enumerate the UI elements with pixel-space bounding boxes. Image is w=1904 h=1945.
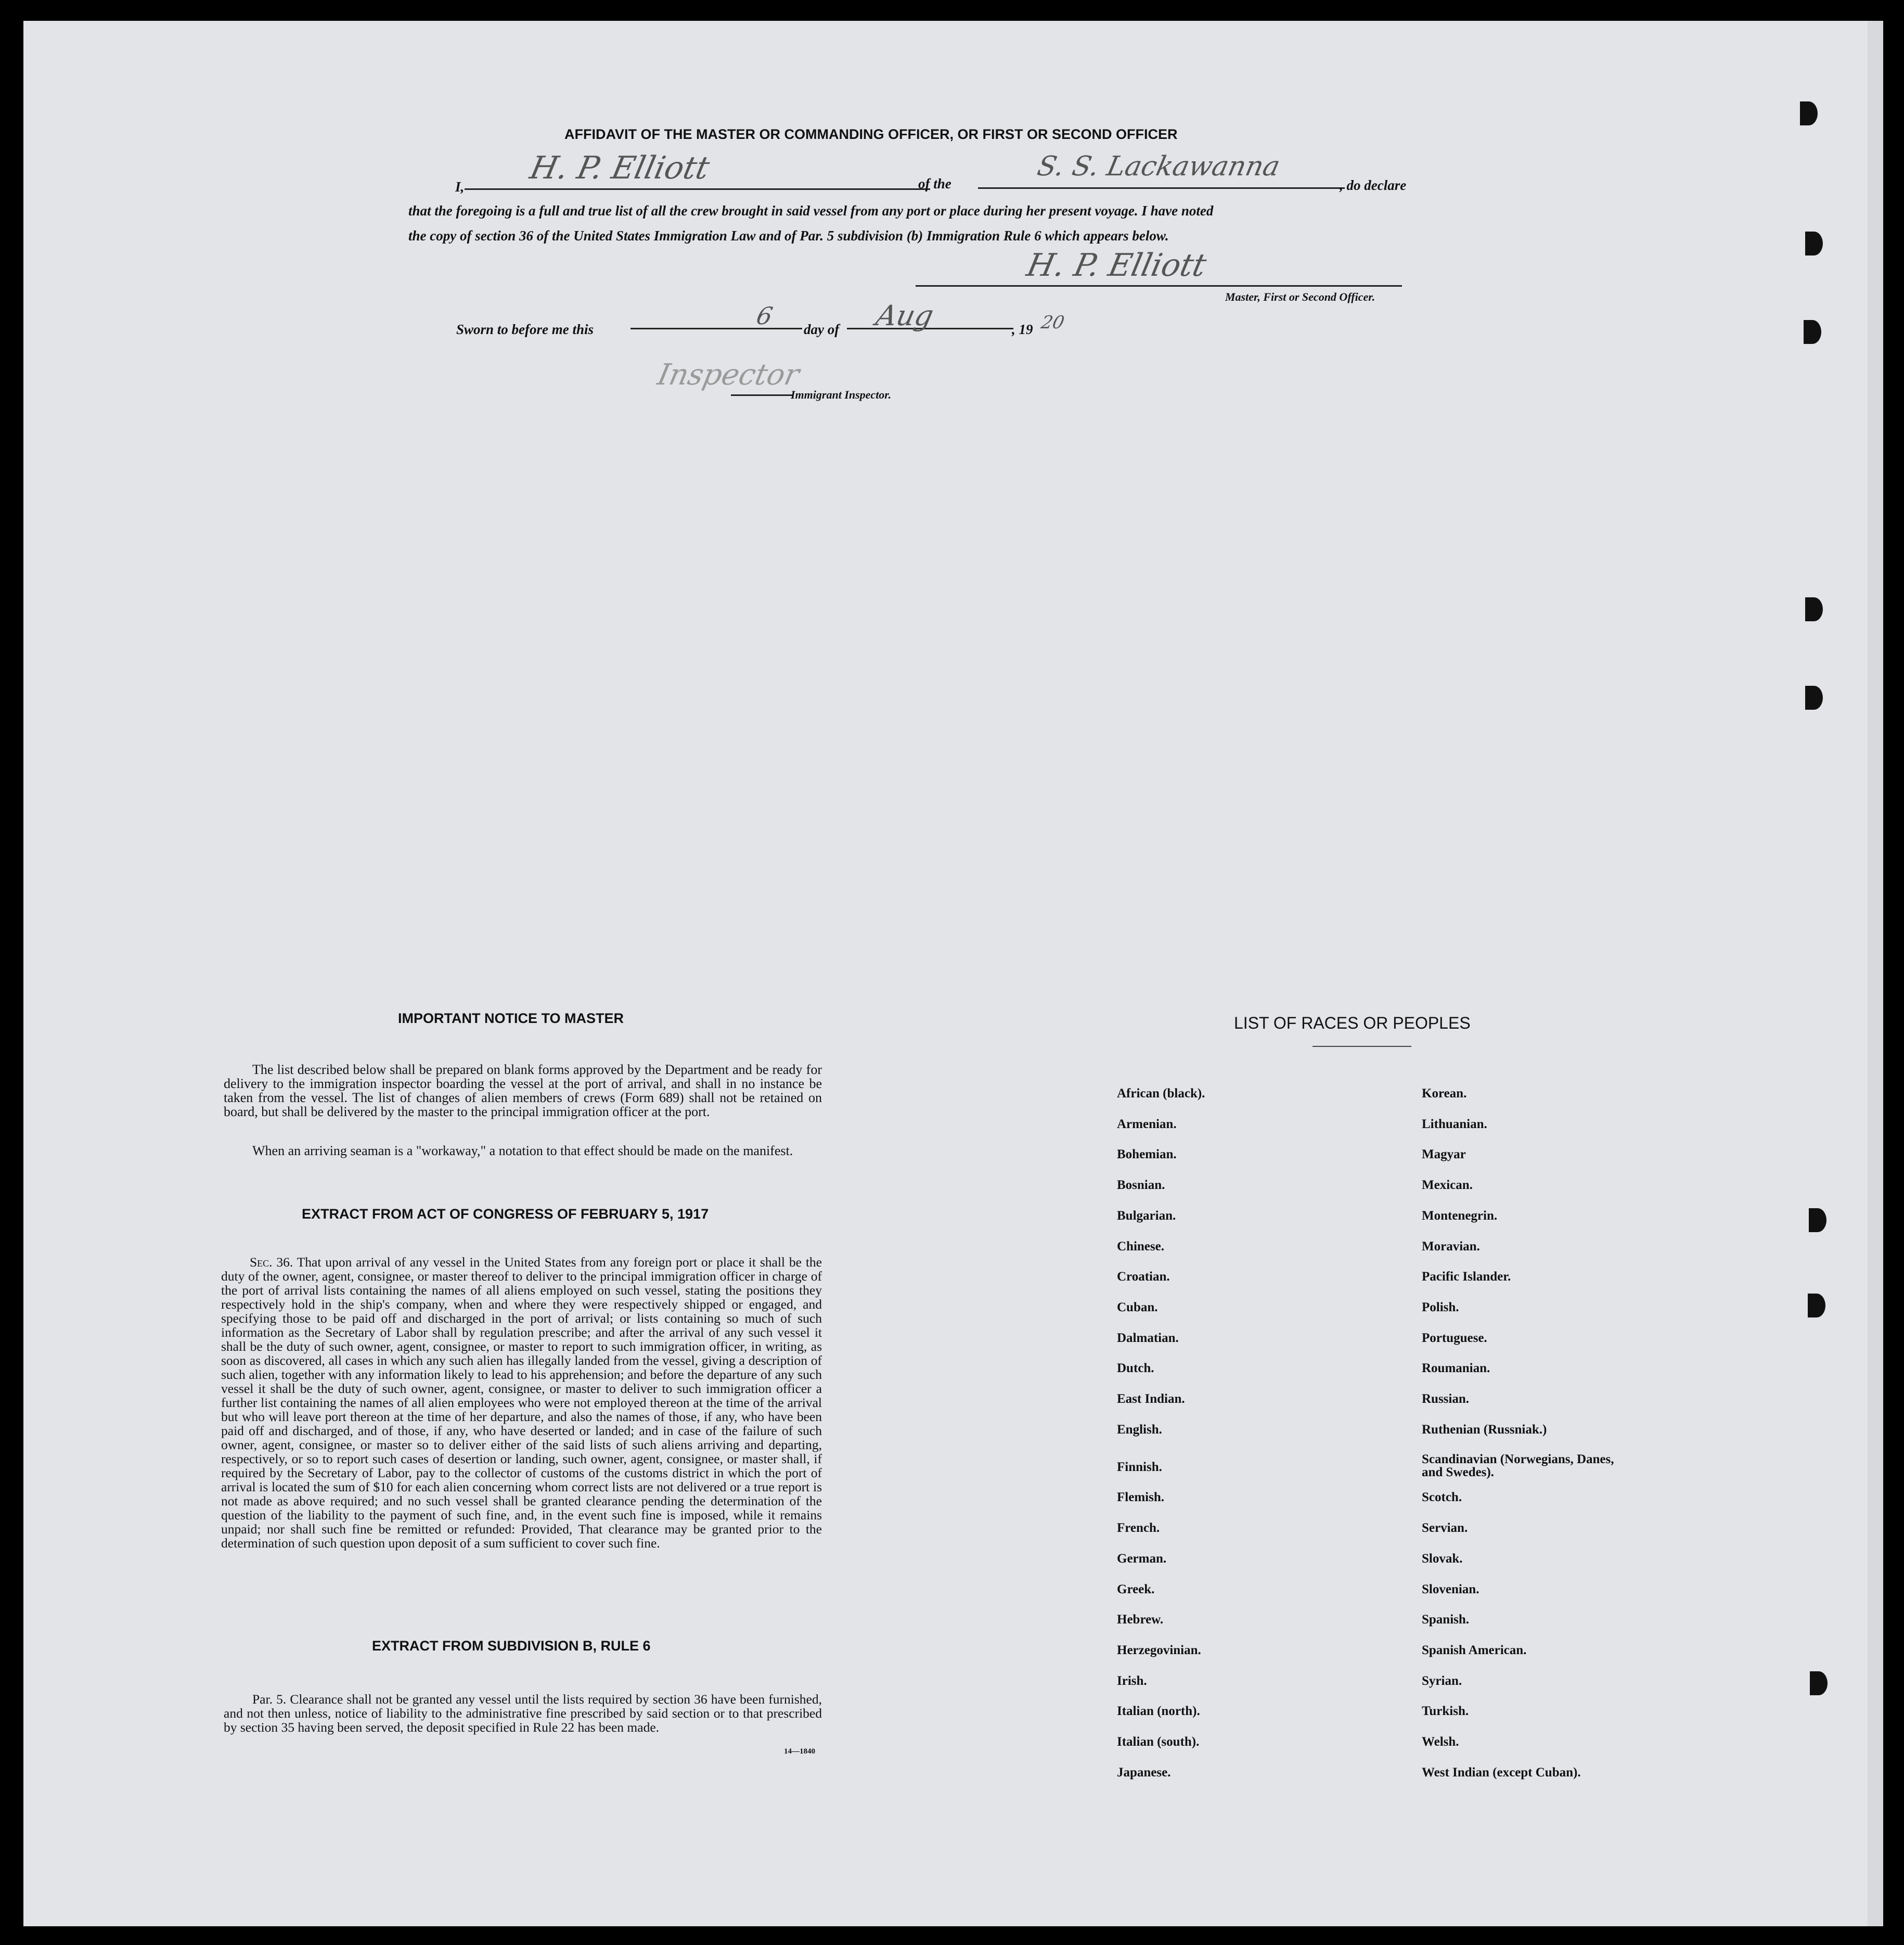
punch-hole — [1808, 1294, 1825, 1317]
declaration-prefix: I, — [455, 179, 465, 195]
notice-paragraph-1: The list described below shall be prepared on blank forms approved by the Department and be ready for delivery to the immigration inspector boarding the vessel at the port of arrival, and shall in no instance be taken from the vessel. The list of changes of alien members of crews (Form 689) shall not be retained on board, but shall be delivered by the master to the principal immigration officer at the port. — [224, 1062, 822, 1119]
declaration-suffix: , do declare — [1340, 177, 1407, 193]
sworn-day: 6 — [754, 302, 776, 330]
notice-paragraph-2: When an arriving seaman is a "workaway," a notation to that effect should be made on the manifest. — [252, 1143, 793, 1158]
inspector-label: Immigrant Inspector. — [791, 388, 892, 401]
document-sheet — [23, 21, 1868, 1926]
inspector-line — [731, 394, 793, 396]
vessel-line — [978, 187, 1345, 189]
vessel-name: S. S. Lackawanna — [1034, 151, 1283, 182]
race-item: Japanese. — [1117, 1765, 1171, 1780]
race-item: West Indian (except Cuban). — [1422, 1765, 1581, 1780]
race-item: Turkish. — [1422, 1704, 1469, 1719]
declaration-line3: the copy of section 36 of the United States Immigration Law and of Par. 5 subdivision (b) Immigration Rule 6 which appears below. — [408, 228, 1169, 244]
race-item: Korean. — [1422, 1086, 1467, 1101]
punch-hole — [1805, 686, 1823, 710]
race-item: Syrian. — [1422, 1673, 1462, 1688]
punch-hole — [1800, 101, 1818, 125]
declarant-line — [465, 188, 930, 190]
race-item: African (black). — [1117, 1086, 1205, 1101]
punch-hole — [1805, 232, 1823, 255]
race-item: Bulgarian. — [1117, 1208, 1176, 1223]
race-item: Dutch. — [1117, 1361, 1154, 1376]
sworn-prefix: Sworn to before me this — [456, 322, 594, 337]
page-edge — [1868, 21, 1883, 1926]
race-item: Hebrew. — [1117, 1613, 1164, 1627]
race-item: Dalmatian. — [1117, 1330, 1179, 1345]
extract-act-text — [221, 1255, 822, 1550]
race-item: Magyar — [1422, 1147, 1466, 1162]
notice-title: IMPORTANT NOTICE TO MASTER — [398, 1010, 624, 1026]
race-item: Cuban. — [1117, 1300, 1158, 1314]
master-label: Master, First or Second Officer. — [1225, 290, 1375, 303]
race-item: Italian (north). — [1117, 1704, 1200, 1719]
race-item: Ruthenian (Russniak.) — [1422, 1422, 1547, 1437]
race-item: Greek. — [1117, 1582, 1155, 1596]
race-item: Spanish. — [1422, 1613, 1470, 1627]
master-signature: H. P. Elliott — [1023, 247, 1210, 284]
race-item: Montenegrin. — [1422, 1208, 1498, 1223]
race-item: Bosnian. — [1117, 1178, 1165, 1193]
race-item: Scotch. — [1422, 1490, 1462, 1505]
race-item: Moravian. — [1422, 1239, 1480, 1253]
race-item: Mexican. — [1422, 1178, 1473, 1193]
race-item: Lithuanian. — [1422, 1117, 1487, 1131]
race-item: Irish. — [1117, 1673, 1147, 1688]
sworn-day-label: day of — [804, 322, 840, 337]
sworn-year-prefix: , 19 — [1012, 322, 1033, 337]
form-code: 14—1840 — [784, 1747, 815, 1756]
punch-hole — [1809, 1208, 1826, 1232]
race-item: Slovak. — [1422, 1551, 1463, 1566]
punch-hole — [1810, 1671, 1828, 1695]
race-item: German. — [1117, 1551, 1167, 1566]
race-item: Welsh. — [1422, 1735, 1459, 1749]
race-item: Russian. — [1422, 1392, 1470, 1406]
race-item: Croatian. — [1117, 1270, 1170, 1284]
race-item: Slovenian. — [1422, 1582, 1480, 1596]
declaration-line2: that the foregoing is a full and true list of all the crew brought in said vessel from any port or place during her present voyage. I have noted — [408, 203, 1214, 219]
master-signature-line — [916, 285, 1402, 287]
race-item: Finnish. — [1117, 1460, 1162, 1474]
race-item: Polish. — [1422, 1300, 1459, 1314]
extract-rule-title: EXTRACT FROM SUBDIVISION B, RULE 6 — [372, 1638, 651, 1654]
affidavit-title: AFFIDAVIT OF THE MASTER OR COMMANDING OFFICER, OR FIRST OR SECOND OFFICER — [564, 126, 1178, 142]
sworn-month: Aug — [873, 299, 937, 332]
extract-act-body: That upon arrival of any vessel in the United States from any foreign port or place it shall be the duty of the owner, agent, consignee, or master thereof to deliver to the principal immigration officer in charge of the port of arrival lists containing the names of all aliens employed on such vessel, stating the positions they respectively hold in the ship's company, when and where they were respectively shipped or engaged, and specifying those to be paid off and discharged in the port of arrival; or lists containing so much of such information as the Secretary of Labor shall by regulation prescribe; and after the arrival of any such vessel it shall be the duty of such owner, agent, consignee, or master to report to such immigration officer, in writing, as soon as discovered, all cases in which any such alien has illegally landed from the vessel, giving a description of such alien, together with any information likely to lead to his apprehension; and before the departure of any such vessel it shall be the duty of such owner, agent, consignee, or master to deliver to such immigration officer a further list containing the names of all alien employees who were not employed thereon at the time of the arrival but who will leave port thereon at the time of her departure, and also the names of those, if any, who have been paid off and discharged, and of those, if any, who have deserted or landed; and in case of the failure of such owner, agent, consignee, or master so to deliver either of the said lists of such aliens arriving and departing, respectively, or so to report such cases of desertion or landing, such owner, agent, consignee, or master shall, if required by the Secretary of Labor, pay to the collector of customs of the customs district in which the port of arrival is located the sum of $10 for each alien concerning whom correct lists are not delivered or a true report is not made as above required; and no such vessel shall be granted clearance pending the determination of the question of the liability to the payment of such fine, and, in the event such fine is imposed, while it remains unpaid; nor shall such fine be remitted or refunded: Provided, That clearance may be granted prior to the determination of such question upon deposit of a sum sufficient to cover such fine. — [221, 1255, 822, 1551]
race-item: English. — [1117, 1422, 1162, 1437]
declarant-signature: H. P. Elliott — [526, 150, 713, 186]
race-item: Bohemian. — [1117, 1147, 1177, 1162]
race-item: Armenian. — [1117, 1117, 1177, 1131]
race-item: Chinese. — [1117, 1239, 1164, 1253]
race-item: Herzegovinian. — [1117, 1643, 1201, 1657]
sworn-day-line — [631, 328, 802, 329]
race-item: Pacific Islander. — [1422, 1270, 1511, 1284]
punch-hole — [1804, 320, 1821, 344]
race-item: Scandinavian (Norwegians, Danes, and Swedes). — [1422, 1452, 1614, 1479]
race-item: Italian (south). — [1117, 1735, 1200, 1749]
race-item: Roumanian. — [1422, 1361, 1490, 1376]
extract-act-title: EXTRACT FROM ACT OF CONGRESS OF FEBRUARY 5, 1917 — [302, 1206, 709, 1222]
extract-rule-text: Par. 5. Clearance shall not be granted any vessel until the lists required by section 36 have been furnished, and not then unless, notice of liability to the administrative fine prescribed by said section or to that prescribed by section 35 having been served, the deposit specified in Rule 22 has been made. — [224, 1692, 822, 1735]
punch-hole — [1805, 597, 1823, 621]
races-title-rule — [1313, 1046, 1411, 1047]
sworn-year: 20 — [1039, 312, 1066, 333]
race-item: Flemish. — [1117, 1490, 1164, 1505]
race-item: Spanish American. — [1422, 1643, 1527, 1657]
race-item: French. — [1117, 1521, 1160, 1535]
race-item: Servian. — [1422, 1521, 1468, 1535]
race-item: East Indian. — [1117, 1392, 1185, 1406]
extract-act-section-label: Sec. 36. — [250, 1255, 293, 1270]
races-title: LIST OF RACES OR PEOPLES — [1234, 1014, 1471, 1032]
inspector-signature: Inspector — [654, 358, 803, 392]
race-item: Portuguese. — [1422, 1330, 1487, 1345]
declaration-of-the: of the — [918, 176, 951, 191]
